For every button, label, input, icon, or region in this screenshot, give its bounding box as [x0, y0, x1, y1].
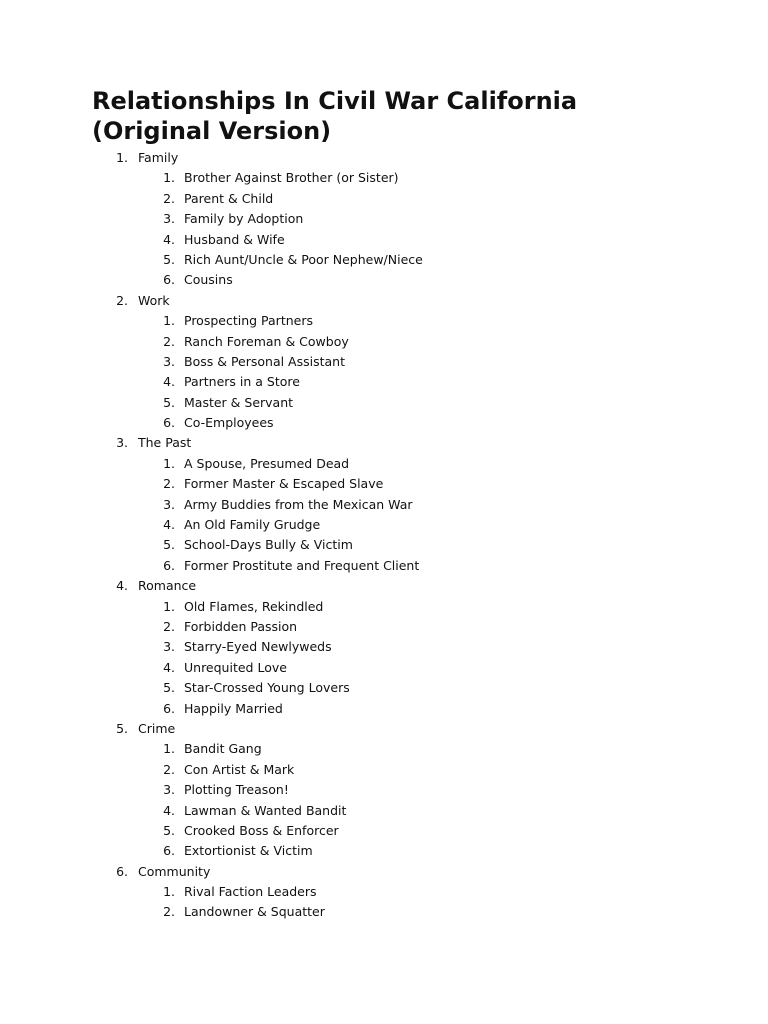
- list-item: [0, 372, 768, 392]
- section-label: Community: [138, 863, 211, 879]
- item-label: Ranch Foreman & Cowboy: [184, 333, 349, 349]
- item-number: 5.: [163, 680, 175, 696]
- list-item: [0, 352, 768, 372]
- list-item: [0, 270, 768, 290]
- list-item: [0, 189, 768, 209]
- item-label: Landowner & Squatter: [184, 904, 325, 920]
- list-item: [0, 209, 768, 229]
- item-label: Plotting Treason!: [184, 782, 289, 798]
- item-number: 6.: [163, 272, 175, 288]
- item-number: 1.: [163, 313, 175, 329]
- item-number: 4.: [163, 517, 175, 533]
- item-number: 2.: [163, 761, 175, 777]
- list-item: [0, 658, 768, 678]
- item-label: Con Artist & Mark: [184, 761, 295, 777]
- item-number: 1.: [163, 170, 175, 186]
- item-number: 4.: [163, 659, 175, 675]
- item-number: 6.: [163, 700, 175, 716]
- section-label: Family: [138, 150, 179, 165]
- item-number: 4.: [163, 374, 175, 390]
- list-item: [0, 637, 768, 657]
- section-number: 3.: [116, 435, 128, 451]
- item-label: Starry-Eyed Newlyweds: [184, 639, 332, 655]
- item-label: Brother Against Brother (or Sister): [184, 170, 399, 186]
- list-item: [0, 617, 768, 637]
- list-item: [0, 699, 768, 719]
- item-label: Former Master & Escaped Slave: [184, 476, 384, 492]
- list-item: [0, 739, 768, 759]
- list-item: [0, 882, 768, 902]
- section-item: [0, 719, 768, 739]
- item-number: 1.: [163, 741, 175, 757]
- item-number: 3.: [163, 782, 175, 798]
- item-number: 3.: [163, 353, 175, 369]
- section-number: 5.: [116, 720, 128, 736]
- item-label: Rich Aunt/Uncle & Poor Nephew/Niece: [184, 251, 423, 267]
- item-number: 4.: [163, 231, 175, 247]
- item-label: Lawman & Wanted Bandit: [184, 802, 347, 818]
- list-item: [0, 454, 768, 474]
- item-label: Master & Servant: [184, 394, 294, 410]
- item-label: Former Prostitute and Frequent Client: [184, 557, 420, 573]
- list-item: [0, 760, 768, 780]
- item-label: Happily Married: [184, 700, 283, 716]
- list-item: [0, 597, 768, 617]
- section-label: Work: [138, 292, 170, 308]
- section-item: [0, 576, 768, 596]
- item-number: 2.: [163, 476, 175, 492]
- item-label: Prospecting Partners: [184, 313, 313, 329]
- item-number: 6.: [163, 843, 175, 859]
- list-item: [0, 495, 768, 515]
- item-number: 1.: [163, 598, 175, 614]
- section-number: 2.: [116, 292, 128, 308]
- list-item: [0, 230, 768, 250]
- section-item: [0, 862, 768, 882]
- list-item: [0, 902, 768, 922]
- list-item: [0, 413, 768, 433]
- item-label: Family by Adoption: [184, 211, 304, 227]
- item-label: Partners in a Store: [184, 374, 300, 390]
- item-label: Forbidden Passion: [184, 618, 298, 634]
- title-line-2: (Original Version): [92, 117, 332, 145]
- item-number: 5.: [163, 394, 175, 410]
- item-number: 2.: [163, 904, 175, 920]
- list-item: [0, 801, 768, 821]
- item-number: 1.: [163, 884, 175, 900]
- item-number: 2.: [163, 333, 175, 349]
- item-number: 2.: [163, 618, 175, 634]
- item-number: 5.: [163, 251, 175, 267]
- title-line-1: Relationships In Civil War California: [92, 87, 578, 115]
- item-label: Cousins: [184, 272, 233, 288]
- item-label: Rival Faction Leaders: [184, 884, 317, 900]
- item-number: 1.: [163, 455, 175, 471]
- section-number: 1.: [116, 150, 128, 165]
- item-number: 3.: [163, 211, 175, 227]
- list-item: [0, 168, 768, 188]
- item-number: 2.: [163, 190, 175, 206]
- section-number: 4.: [116, 578, 128, 594]
- list-item: [0, 250, 768, 270]
- item-number: 5.: [163, 822, 175, 838]
- section-item: [0, 291, 768, 311]
- list-item: [0, 535, 768, 555]
- list-item: [0, 780, 768, 800]
- relationship-outline: [0, 148, 768, 923]
- section-item: [0, 148, 768, 168]
- section-item: [0, 433, 768, 453]
- list-item: [0, 678, 768, 698]
- item-label: Bandit Gang: [184, 741, 262, 757]
- item-label: Parent & Child: [184, 190, 274, 206]
- list-item: [0, 556, 768, 576]
- item-label: A Spouse, Presumed Dead: [184, 455, 350, 471]
- item-label: Old Flames, Rekindled: [184, 598, 324, 614]
- item-label: School-Days Bully & Victim: [184, 537, 353, 553]
- item-number: 6.: [163, 557, 175, 573]
- item-number: 5.: [163, 537, 175, 553]
- item-label: Co-Employees: [184, 415, 274, 431]
- list-item: [0, 841, 768, 861]
- list-item: [0, 821, 768, 841]
- page-title: [92, 86, 732, 146]
- item-number: 3.: [163, 639, 175, 655]
- item-label: Crooked Boss & Enforcer: [184, 822, 339, 838]
- item-label: An Old Family Grudge: [184, 517, 321, 533]
- item-label: Extortionist & Victim: [184, 843, 313, 859]
- list-item: [0, 393, 768, 413]
- item-label: Army Buddies from the Mexican War: [184, 496, 413, 512]
- item-number: 3.: [163, 496, 175, 512]
- item-label: Star-Crossed Young Lovers: [184, 680, 350, 696]
- list-item: [0, 311, 768, 331]
- list-item: [0, 332, 768, 352]
- item-number: 4.: [163, 802, 175, 818]
- item-number: 6.: [163, 415, 175, 431]
- section-label: The Past: [138, 435, 192, 451]
- item-label: Unrequited Love: [184, 659, 287, 675]
- item-label: Boss & Personal Assistant: [184, 353, 345, 369]
- list-item: [0, 474, 768, 494]
- section-label: Crime: [138, 720, 176, 736]
- item-label: Husband & Wife: [184, 231, 285, 247]
- list-item: [0, 515, 768, 535]
- section-number: 6.: [116, 863, 128, 879]
- section-label: Romance: [138, 578, 197, 594]
